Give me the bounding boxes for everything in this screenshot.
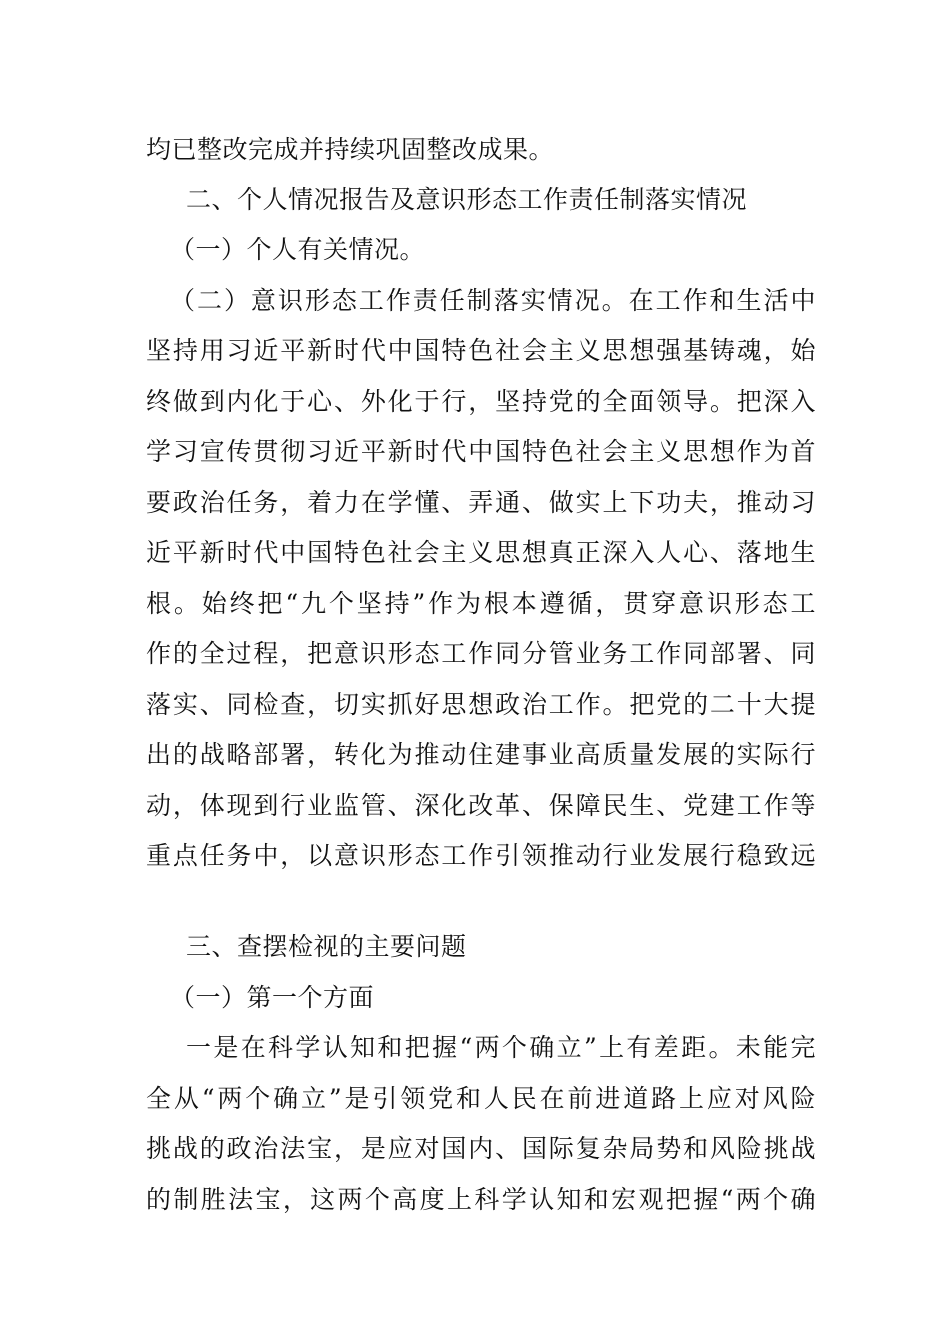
subheading-aspect-1: （一）第一个方面 — [170, 983, 375, 1012]
text-line: 挑战的政治法宝，是应对国内、国际复杂局势和风险挑战 — [146, 1134, 816, 1163]
text-line: 一是在科学认知和把握“两个确立”上有差距。未能完 — [186, 1033, 816, 1062]
subheading-personal: （一）个人有关情况。 — [170, 235, 426, 264]
text-line: 近平新时代中国特色社会主义思想真正深入人心、落地生 — [146, 538, 816, 567]
text-line: 动，体现到行业监管、深化改革、保障民生、党建工作等 — [146, 791, 816, 820]
text-line: 落实、同检查，切实抓好思想政治工作。把党的二十大提 — [146, 690, 816, 719]
text-line: 的制胜法宝，这两个高度上科学认知和宏观把握“两个确 — [146, 1185, 816, 1214]
text-line: 全从“两个确立”是引领党和人民在前进道路上应对风险 — [146, 1084, 816, 1113]
section-heading-2: 二、个人情况报告及意识形态工作责任制落实情况 — [186, 185, 748, 214]
text-line: 重点任务中，以意识形态工作引领推动行业发展行稳致远 — [146, 841, 816, 870]
text-line: 终做到内化于心、外化于行，坚持党的全面领导。把深入 — [146, 387, 816, 416]
text-line: 要政治任务，着力在学懂、弄通、做实上下功夫，推动习 — [146, 488, 816, 517]
section-heading-3: 三、查摆检视的主要问题 — [186, 932, 467, 961]
text-line: 坚持用习近平新时代中国特色社会主义思想强基铸魂，始 — [146, 336, 816, 365]
text-line: （二）意识形态工作责任制落实情况。在工作和生活中 — [170, 286, 816, 315]
text-line: 学习宣传贯彻习近平新时代中国特色社会主义思想作为首 — [146, 437, 816, 466]
text-line: 出的战略部署，转化为推动住建事业高质量发展的实际行 — [146, 740, 816, 769]
text-line: 根。始终把“九个坚持”作为根本遵循，贯穿意识形态工 — [146, 589, 816, 618]
text-line: 作的全过程，把意识形态工作同分管业务工作同部署、同 — [146, 639, 816, 668]
text-line: 均已整改完成并持续巩固整改成果。 — [146, 135, 555, 164]
